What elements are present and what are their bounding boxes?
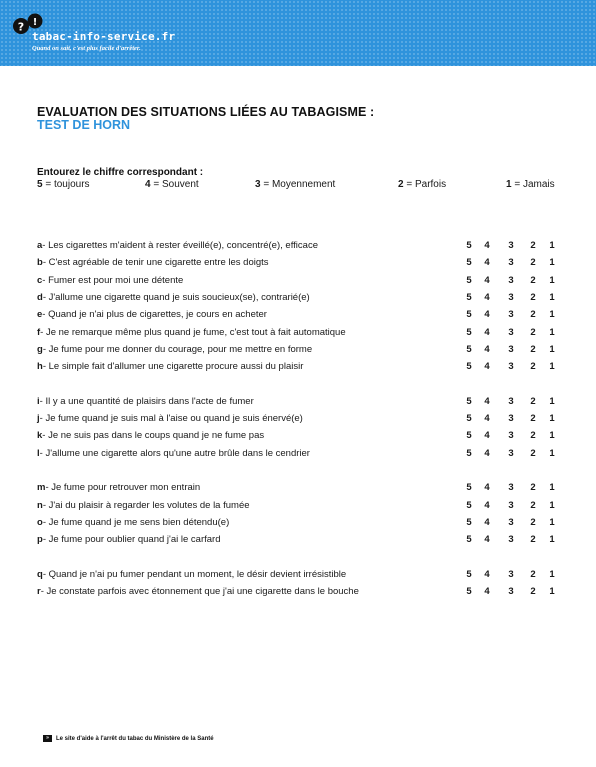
item-text: - Je ne suis pas dans le coups quand je ne fume pas <box>42 430 265 442</box>
item-letter: a <box>37 240 43 251</box>
item-label <box>37 430 264 441</box>
choice-3[interactable]: 3 <box>508 413 514 424</box>
choice-1[interactable]: 1 <box>549 240 555 251</box>
item-label <box>37 344 312 355</box>
choice-4[interactable]: 4 <box>484 447 490 459</box>
choice-4[interactable]: 4 <box>484 430 490 442</box>
choice-2[interactable]: 2 <box>530 361 536 373</box>
site-header <box>0 0 596 66</box>
choice-2[interactable]: 2 <box>530 568 536 580</box>
choice-2[interactable]: 2 <box>530 343 536 355</box>
choice-3[interactable]: 3 <box>508 326 514 338</box>
item-letter: k <box>37 430 43 442</box>
item-row-c <box>0 275 596 291</box>
choice-4[interactable]: 4 <box>484 240 490 251</box>
choice-4[interactable]: 4 <box>484 395 490 407</box>
choice-4[interactable]: 4 <box>484 309 490 321</box>
item-letter: j <box>37 413 40 424</box>
scale-item-2: 2 = Parfois <box>398 179 447 190</box>
choice-3[interactable]: 3 <box>508 482 514 494</box>
choice-5[interactable]: 5 <box>466 291 472 303</box>
instruction-text: Entourez le chiffre correspondant : <box>37 167 204 178</box>
item-row-h <box>0 361 596 377</box>
item-row-r <box>0 586 596 602</box>
choice-5[interactable]: 5 <box>466 516 472 528</box>
svg-text:!: ! <box>32 17 38 28</box>
choice-1[interactable]: 1 <box>549 274 555 286</box>
item-text: - Je fume quand je me sens bien détendu(e) <box>42 516 230 528</box>
choice-1[interactable]: 1 <box>549 395 555 407</box>
item-row-f <box>0 327 596 343</box>
choice-5[interactable]: 5 <box>466 395 472 407</box>
item-letter: c <box>37 274 43 286</box>
item-text: - Je fume pour oublier quand j'ai le carfard <box>42 534 221 546</box>
choice-1[interactable]: 1 <box>549 534 555 546</box>
item-label <box>37 448 310 459</box>
scale-item-3: 3 = Moyennement <box>255 179 336 190</box>
item-label <box>37 309 267 320</box>
choice-3[interactable]: 3 <box>508 274 514 286</box>
item-letter: o <box>37 516 43 528</box>
choice-2[interactable]: 2 <box>530 499 536 511</box>
item-row-j <box>0 413 596 429</box>
choice-2[interactable]: 2 <box>530 326 536 338</box>
choice-4[interactable]: 4 <box>484 482 490 494</box>
choice-1[interactable]: 1 <box>549 516 555 528</box>
item-row-n <box>0 500 596 516</box>
item-row-q <box>0 569 596 585</box>
item-text: - Je fume quand je suis mal à l'aise ou quand je suis énervé(e) <box>39 413 303 424</box>
item-row-k <box>0 430 596 446</box>
item-label <box>37 586 359 597</box>
item-letter: h <box>37 361 43 373</box>
choice-5[interactable]: 5 <box>466 326 472 338</box>
item-letter: n <box>37 499 43 511</box>
item-row-e <box>0 309 596 325</box>
item-text: - Quand je n'ai plus de cigarettes, je cours en acheter <box>42 309 267 321</box>
choice-1[interactable]: 1 <box>549 499 555 511</box>
item-row-p <box>0 534 596 550</box>
choice-4[interactable]: 4 <box>484 586 490 597</box>
choice-4[interactable]: 4 <box>484 534 490 546</box>
choice-3[interactable]: 3 <box>508 499 514 511</box>
scale-item-5: 5 = toujours <box>37 179 90 190</box>
page-title: EVALUATION DES SITUATIONS LIÉES AU TABAGISME : <box>37 105 375 119</box>
item-letter: g <box>37 343 43 355</box>
choice-5[interactable]: 5 <box>466 309 472 321</box>
choice-1[interactable]: 1 <box>549 413 555 424</box>
choice-5[interactable]: 5 <box>466 447 472 459</box>
item-text: - J'allume une cigarette alors qu'une autre brûle dans le cendrier <box>39 447 310 459</box>
choice-2[interactable]: 2 <box>530 413 536 424</box>
item-text: - Je constate parfois avec étonnement que j'ai une cigarette dans le bouche <box>40 586 359 597</box>
item-text: - Je fume pour retrouver mon entrain <box>45 482 201 494</box>
item-row-i <box>0 396 596 412</box>
item-text: - C'est agréable de tenir une cigarette entre les doigts <box>42 257 269 269</box>
item-label <box>37 327 346 338</box>
choice-5[interactable]: 5 <box>466 534 472 546</box>
item-row-g <box>0 344 596 360</box>
choice-2[interactable]: 2 <box>530 447 536 459</box>
choice-4[interactable]: 4 <box>484 257 490 269</box>
choice-2[interactable]: 2 <box>530 534 536 546</box>
item-row-l <box>0 448 596 464</box>
item-text: - J'allume une cigarette quand je suis soucieux(se), contrarié(e) <box>42 291 310 303</box>
choice-3[interactable]: 3 <box>508 291 514 303</box>
page-footer <box>43 735 214 742</box>
choice-4[interactable]: 4 <box>484 343 490 355</box>
item-label <box>37 257 269 268</box>
scale-item-4: 4 = Souvent <box>145 179 199 190</box>
choice-1[interactable]: 1 <box>549 447 555 459</box>
item-letter: q <box>37 568 43 580</box>
choice-4[interactable]: 4 <box>484 499 490 511</box>
item-row-m <box>0 482 596 498</box>
choice-5[interactable]: 5 <box>466 568 472 580</box>
item-row-b <box>0 257 596 273</box>
choice-2[interactable]: 2 <box>530 430 536 442</box>
item-letter: f <box>37 326 41 338</box>
choice-1[interactable]: 1 <box>549 343 555 355</box>
item-label <box>37 500 250 511</box>
item-label <box>37 240 318 251</box>
site-name[interactable]: tabac-info-service.fr <box>32 30 176 43</box>
item-letter: e <box>37 309 43 321</box>
page-subtitle: TEST DE HORN <box>37 118 131 132</box>
choice-4[interactable]: 4 <box>484 568 490 580</box>
item-row-d <box>0 292 596 308</box>
choice-4[interactable]: 4 <box>484 413 490 424</box>
choice-5[interactable]: 5 <box>466 257 472 269</box>
choice-3[interactable]: 3 <box>508 447 514 459</box>
item-row-a <box>0 240 596 256</box>
choice-1[interactable]: 1 <box>549 257 555 269</box>
item-text: - Les cigarettes m'aident à rester éveillé(e), concentré(e), efficace <box>42 240 318 251</box>
site-tagline: Quand on sait, c'est plus facile d'arrêter. <box>32 45 141 52</box>
choice-3[interactable]: 3 <box>508 361 514 373</box>
item-text: - Il y a une quantité de plaisirs dans l'acte de fumer <box>39 395 254 407</box>
item-label <box>37 413 303 424</box>
choice-4[interactable]: 4 <box>484 326 490 338</box>
choice-2[interactable]: 2 <box>530 257 536 269</box>
choice-1[interactable]: 1 <box>549 568 555 580</box>
choice-5[interactable]: 5 <box>466 240 472 251</box>
item-label <box>37 517 229 528</box>
item-label <box>37 292 310 303</box>
choice-4[interactable]: 4 <box>484 516 490 528</box>
choice-2[interactable]: 2 <box>530 395 536 407</box>
item-label <box>37 534 220 545</box>
item-row-o <box>0 517 596 533</box>
item-label <box>37 482 200 493</box>
choice-2[interactable]: 2 <box>530 274 536 286</box>
choice-3[interactable]: 3 <box>508 568 514 580</box>
item-text: - Fumer est pour moi une détente <box>42 274 184 286</box>
choice-4[interactable]: 4 <box>484 361 490 373</box>
choice-1[interactable]: 1 <box>549 586 555 597</box>
choice-3[interactable]: 3 <box>508 309 514 321</box>
choice-3[interactable]: 3 <box>508 586 514 597</box>
item-letter: r <box>37 586 41 597</box>
choice-5[interactable]: 5 <box>466 499 472 511</box>
item-text: - J'ai du plaisir à regarder les volutes de la fumée <box>42 499 250 511</box>
choice-5[interactable]: 5 <box>466 430 472 442</box>
choice-2[interactable]: 2 <box>530 240 536 251</box>
choice-3[interactable]: 3 <box>508 240 514 251</box>
choice-2[interactable]: 2 <box>530 516 536 528</box>
svg-text:?: ? <box>17 20 25 34</box>
item-letter: m <box>37 482 46 494</box>
choice-3[interactable]: 3 <box>508 395 514 407</box>
choice-1[interactable]: 1 <box>549 482 555 494</box>
choice-2[interactable]: 2 <box>530 291 536 303</box>
footer-text: Le site d'aide à l'arrêt du tabac du Ministère de la Santé <box>56 735 214 742</box>
choice-1[interactable]: 1 <box>549 326 555 338</box>
choice-4[interactable]: 4 <box>484 291 490 303</box>
item-text: - Je fume pour me donner du courage, pour me mettre en forme <box>42 343 313 355</box>
item-letter: l <box>37 447 40 459</box>
item-letter: i <box>37 395 40 407</box>
choice-5[interactable]: 5 <box>466 274 472 286</box>
choice-4[interactable]: 4 <box>484 274 490 286</box>
item-text: - Je ne remarque même plus quand je fume, c'est tout à fait automatique <box>40 326 346 338</box>
choice-3[interactable]: 3 <box>508 257 514 269</box>
choice-5[interactable]: 5 <box>466 361 472 373</box>
choice-1[interactable]: 1 <box>549 309 555 321</box>
choice-3[interactable]: 3 <box>508 534 514 546</box>
item-letter: p <box>37 534 43 546</box>
choice-5[interactable]: 5 <box>466 586 472 597</box>
item-label <box>37 361 303 372</box>
choice-2[interactable]: 2 <box>530 586 536 597</box>
choice-3[interactable]: 3 <box>508 516 514 528</box>
item-label <box>37 275 183 286</box>
choice-2[interactable]: 2 <box>530 482 536 494</box>
item-text: - Quand je n'ai pu fumer pendant un moment, le désir devient irrésistible <box>42 568 347 580</box>
choice-5[interactable]: 5 <box>466 482 472 494</box>
choice-1[interactable]: 1 <box>549 361 555 373</box>
item-letter: b <box>37 257 43 269</box>
choice-1[interactable]: 1 <box>549 291 555 303</box>
choice-5[interactable]: 5 <box>466 413 472 424</box>
item-text: - Le simple fait d'allumer une cigarette procure aussi du plaisir <box>42 361 304 373</box>
choice-3[interactable]: 3 <box>508 430 514 442</box>
scale-legend <box>0 179 596 193</box>
item-letter: d <box>37 291 43 303</box>
choice-2[interactable]: 2 <box>530 309 536 321</box>
item-label <box>37 396 254 407</box>
item-label <box>37 569 346 580</box>
scale-item-1: 1 = Jamais <box>506 179 555 190</box>
arrow-icon: » <box>43 735 52 742</box>
choice-5[interactable]: 5 <box>466 343 472 355</box>
choice-3[interactable]: 3 <box>508 343 514 355</box>
choice-1[interactable]: 1 <box>549 430 555 442</box>
